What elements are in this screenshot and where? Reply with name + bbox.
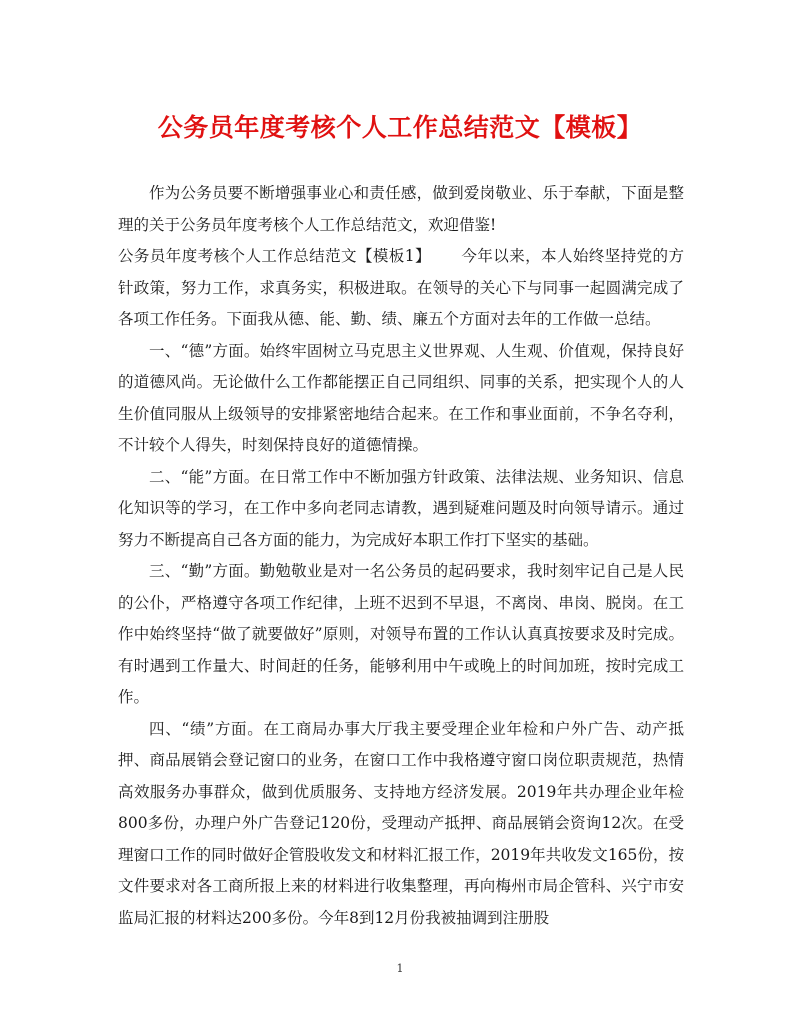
section-paragraph [118, 241, 684, 336]
intro-paragraph: 作为公务员要不断增强事业心和责任感，做到爱岗敬业、乐于奉献，下面是整理的关于公务员年度考核个人工作总结范文，欢迎借鉴! [118, 184, 684, 234]
paragraph-de: 一、“德”方面。始终牢固树立马克思主义世界观、人生观、价值观，保持良好的道德风尚。无论做什么工作都能摆正自己同组织、同事的关系，把实现个人的人生价值同服从上级领导的安排紧密地结合起来。在工作和事业面前，不争名夺利，不计较个人得失，时刻保持良好的道德情操。 [118, 341, 684, 454]
section-opening: 今年以来，本人始终坚持党的方针政策，努力工作，求真务实，积极进取。在领导的关心下与同事一起圆满完成了各项工作任务。下面我从德、能、勤、绩、廉五个方面对去年的工作做一总结。 [118, 247, 684, 328]
section-heading: 公务员年度考核个人工作总结范文【模板1】 [118, 247, 431, 265]
document-title: 公务员年度考核个人工作总结范文【模板】 [157, 113, 643, 142]
paragraph-ji: 四、“绩”方面。在工商局办事大厅我主要受理企业年检和户外广告、动产抵押、商品展销会登记窗口的业务，在窗口工作中我格遵守窗口岗位职责规范，热情高效服务办事群众，做到优质服务、支持地方经济发展。2019年共办理企业年检800多份，办理户外广告登记120份，受理动产抵押、商品展销会资询12次。在受理窗口工作的同时做好企管股收发文和材料汇报工作，2019年共收发文165份，按文件要求对各工商所报上来的材料进行收集整理，再向梅州市局企管科、兴宁市安监局汇报的材料达200多份。今年8到12月份我被抽调到注册股 [118, 719, 684, 927]
paragraph-qin: 三、“勤”方面。勤勉敬业是对一名公务员的起码要求，我时刻牢记自己是人民的公仆，严格遵守各项工作纪律，上班不迟到不早退，不离岗、串岗、脱岗。在工作中始终坚持“做了就要做好”原则，对领导布置的工作认认真真按要求及时完成。有时遇到工作量大、时间赶的任务，能够利用中午或晚上的时间加班，按时完成工作。 [118, 562, 684, 706]
page-number: 1 [396, 962, 404, 975]
document-body [118, 172, 684, 934]
paragraph-neng: 二、“能”方面。在日常工作中不断加强方针政策、法律法规、业务知识、信息化知识等的学习，在工作中多向老同志请教，遇到疑难问题及时向领导请示。通过努力不断提高自己各方面的能力，为完成好本职工作打下坚实的基础。 [118, 467, 684, 549]
